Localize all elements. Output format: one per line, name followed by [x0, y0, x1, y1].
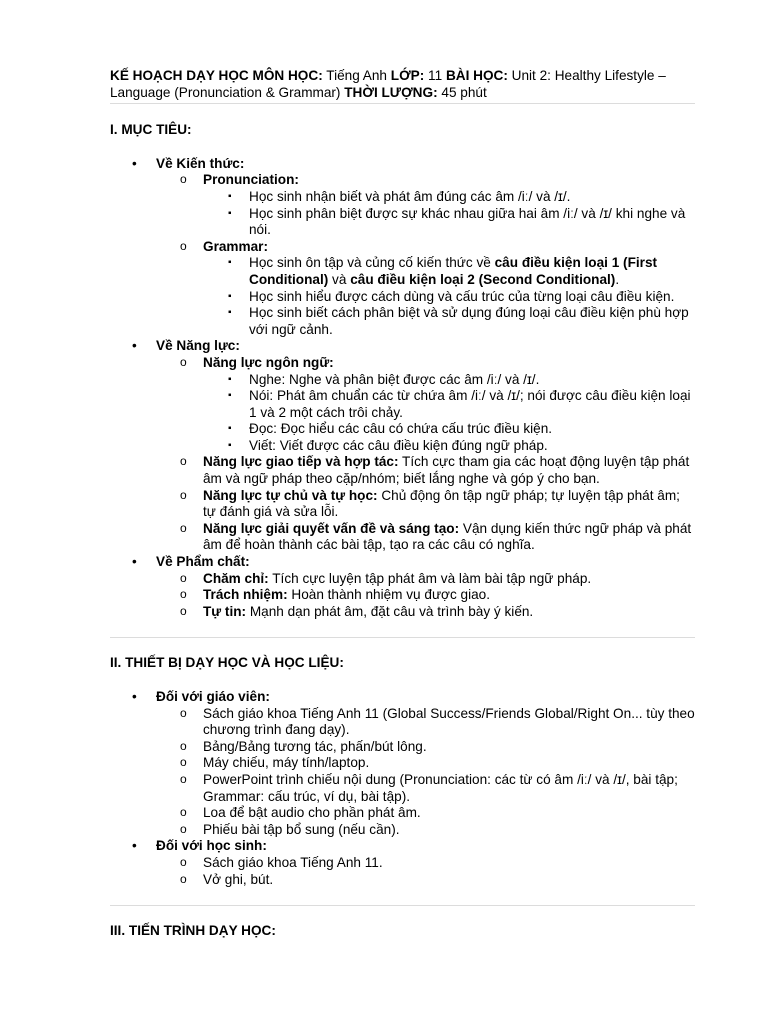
list-item: o Sách giáo khoa Tiếng Anh 11. [110, 855, 695, 872]
lesson-key: BÀI HỌC: [445, 68, 508, 83]
list-item: ▪ Đọc: Đọc hiểu các câu có chứa cấu trúc điều kiện. [110, 421, 695, 438]
subject-value: Tiếng Anh [322, 68, 391, 83]
pronunciation-label: Pronunciation: [203, 172, 299, 188]
list-item [110, 338, 695, 554]
text-run-bold: câu điều kiện loại 2 (Second Conditional) [350, 271, 616, 287]
duration-value: 45 phút [437, 84, 487, 100]
list-item [110, 689, 695, 838]
list-item: ▪ Viết: Viết được các câu điều kiện đúng ngữ pháp. [110, 438, 695, 455]
section-title-equipment: II. THIẾT BỊ DẠY HỌC VÀ HỌC LIỆU: [110, 655, 344, 671]
list-item [110, 571, 695, 588]
lesson-value: Unit 2: Healthy Lifestyle – Language (Pronunciation & Grammar) [110, 68, 666, 100]
grade-key: LỚP: [390, 68, 425, 83]
item-label: Tự tin: [203, 603, 247, 619]
item-text: Vận dụng kiến thức ngữ pháp và phát âm để hoàn thành các bài tập, tạo ra các câu có nghĩa. [203, 520, 692, 553]
text-run: . [615, 271, 620, 287]
plan-header [110, 68, 695, 101]
grammar-label: Grammar: [203, 238, 268, 254]
text-run: Học sinh ôn tập và củng cố kiến thức về [249, 255, 495, 271]
list-item [110, 521, 695, 554]
subject-key: KẾ HOẠCH DẠY HỌC MÔN HỌC: [110, 68, 323, 83]
item-label: Chăm chỉ: [203, 570, 269, 586]
qualities-label: Về Phẩm chất: [156, 554, 250, 570]
item-label: Năng lực tự chủ và tự học: [203, 487, 378, 503]
list-item: o Máy chiếu, máy tính/laptop. [110, 755, 695, 772]
competency-label: Về Năng lực: [156, 338, 240, 354]
list-item: o PowerPoint trình chiếu nội dung (Pronunciation: các từ có âm /iː/ và /ɪ/, bài tập; Grammar: cấu trúc, ví dụ, bài tập). [110, 772, 695, 805]
section-title-objectives: I. MỤC TIÊU: [110, 122, 192, 138]
item-label: Trách nhiệm: [203, 587, 288, 603]
item-label: Năng lực giải quyết vấn đề và sáng tạo: [203, 520, 460, 536]
list-item [110, 454, 695, 487]
list-item [110, 488, 695, 521]
list-item: o Sách giáo khoa Tiếng Anh 11 (Global Success/Friends Global/Right On... tùy theo chương trình đang dạy). [110, 706, 695, 739]
text-run: và [328, 271, 351, 287]
list-item: o Vở ghi, bút. [110, 872, 695, 889]
duration-key: THỜI LƯỢNG: [344, 84, 438, 100]
list-item: ▪ Nói: Phát âm chuẩn các từ chứa âm /iː/ và /ɪ/; nói được câu điều kiện loại 1 và 2 một cách trôi chảy. [110, 388, 695, 421]
item-text: Tích cực luyện tập phát âm và làm bài tập ngữ pháp. [268, 570, 592, 586]
divider [110, 905, 695, 906]
objectives-list [110, 156, 695, 621]
text-run-bold: câu điều kiện loại 1 (First Conditional) [249, 255, 658, 287]
list-item [110, 255, 695, 288]
section-title-procedure: III. TIẾN TRÌNH DẠY HỌC: [110, 923, 276, 939]
item-text: Mạnh dạn phát âm, đặt câu và trình bày ý kiến. [246, 603, 534, 619]
list-item: o Loa để bật audio cho phần phát âm. [110, 805, 695, 822]
item-text: Hoàn thành nhiệm vụ được giao. [287, 587, 491, 603]
list-item: ▪ Học sinh hiểu được cách dùng và cấu trúc của từng loại câu điều kiện. [110, 289, 695, 306]
list-item: ▪ Học sinh phân biệt được sự khác nhau giữa hai âm /iː/ và /ɪ/ khi nghe và nói. [110, 206, 695, 239]
teacher-label: Đối với giáo viên: [156, 689, 270, 704]
document-page [110, 68, 695, 940]
list-item: o Bảng/Bảng tương tác, phấn/bút lông. [110, 739, 695, 756]
grade-value: 11 [424, 68, 446, 83]
list-item [110, 604, 695, 621]
list-item [110, 355, 695, 455]
list-item: o Phiếu bài tập bổ sung (nếu cần). [110, 822, 695, 839]
list-item: ▪ Học sinh biết cách phân biệt và sử dụng đúng loại câu điều kiện phù hợp với ngữ cảnh. [110, 305, 695, 338]
knowledge-label: Về Kiến thức: [156, 155, 245, 171]
list-item [110, 239, 695, 339]
list-item [110, 838, 695, 888]
language-competency-label: Năng lực ngôn ngữ: [203, 354, 334, 370]
student-label: Đối với học sinh: [156, 838, 267, 854]
list-item [110, 172, 695, 238]
item-text: Chủ động ôn tập ngữ pháp; tự luyện tập phát âm; tự đánh giá và sửa lỗi. [203, 487, 680, 520]
equipment-list [110, 689, 695, 888]
divider [110, 103, 695, 104]
item-label: Năng lực giao tiếp và hợp tác: [203, 454, 399, 470]
list-item: ▪ Học sinh nhận biết và phát âm đúng các âm /iː/ và /ɪ/. [110, 189, 695, 206]
list-item [110, 156, 695, 339]
item-text: Tích cực tham gia các hoạt động luyện tập phát âm và ngữ pháp theo cặp/nhóm; biết lắng nghe và góp ý cho bạn. [203, 454, 690, 487]
divider [110, 637, 695, 638]
list-item [110, 587, 695, 604]
list-item [110, 554, 695, 620]
list-item: ▪ Nghe: Nghe và phân biệt được các âm /iː/ và /ɪ/. [110, 372, 695, 389]
